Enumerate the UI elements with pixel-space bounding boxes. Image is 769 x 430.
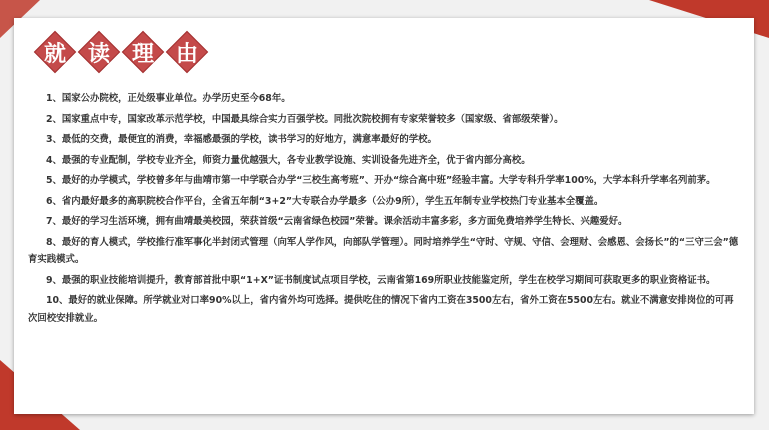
title-char-badge [78,32,120,72]
reason-item: 4、最强的专业配制，学校专业齐全，师资力量优越强大，各专业教学设施、实训设备先进齐全，优于省内部分高校。 [46,154,531,166]
reason-list [28,90,740,330]
reason-item: 8、最好的育人模式，学校推行准军事化半封闭式管理（向军人学作风，向部队学管理）。同时培养学生“守时、守规、守信、会理财、会感恩、会扬长”的“三守三会”德育实践模式。 [28,236,739,265]
reason-item: 3、最低的交费，最便宜的消费，幸福感最强的学校，读书学习的好地方，满意率最好的学校。 [46,134,437,145]
reason-item: 10、最好的就业保障。所学就业对口率90%以上，省内省外均可选择。提供吃住的情况下省内工资在3500左右，省外工资在5500左右。就业不满意安排岗位的可再次回校安排就业。 [28,295,734,324]
reason-item: 2、国家重点中专，国家改革示范学校，中国最具综合实力百强学校。同批次院校拥有专家荣誉较多（国家级、省部级荣誉）。 [46,113,564,125]
reason-item: 9、最强的职业技能培训提升，教育部首批中职“1+X”证书制度试点项目学校，云南省第169所职业技能鉴定所，学生在校学习期间可获取更多的职业资格证书。 [46,274,716,286]
title-char-badge [166,32,208,72]
reason-item: 5、最好的办学模式，学校曾多年与曲靖市第一中学联合办学“三校生高考班”、开办“综合高中班”经验丰富。大学专科升学率100%，大学本科升学率名列前茅。 [46,175,716,186]
title-char: 由 [175,40,198,67]
title-char-badge [122,32,164,72]
title-char: 读 [87,40,110,67]
title-char: 理 [131,40,154,67]
content-card [14,18,754,414]
title-char: 就 [43,40,66,67]
reason-item: 7、最好的学习生活环境，拥有曲靖最美校园，荣获首级“云南省绿色校园”荣誉。课余活动丰富多彩，多方面免费培养学生特长、兴趣爱好。 [46,216,628,227]
title-char-badge [34,32,76,72]
reason-item: 6、省内最好最多的高职院校合作平台，全省五年制“3+2”大专联合办学最多（公办9所），学生五年制专业学校热门专业基本全覆盖。 [46,195,604,207]
section-title [34,32,208,72]
reason-item: 1、国家公办院校，正处级事业单位。办学历史至今68年。 [46,93,291,104]
